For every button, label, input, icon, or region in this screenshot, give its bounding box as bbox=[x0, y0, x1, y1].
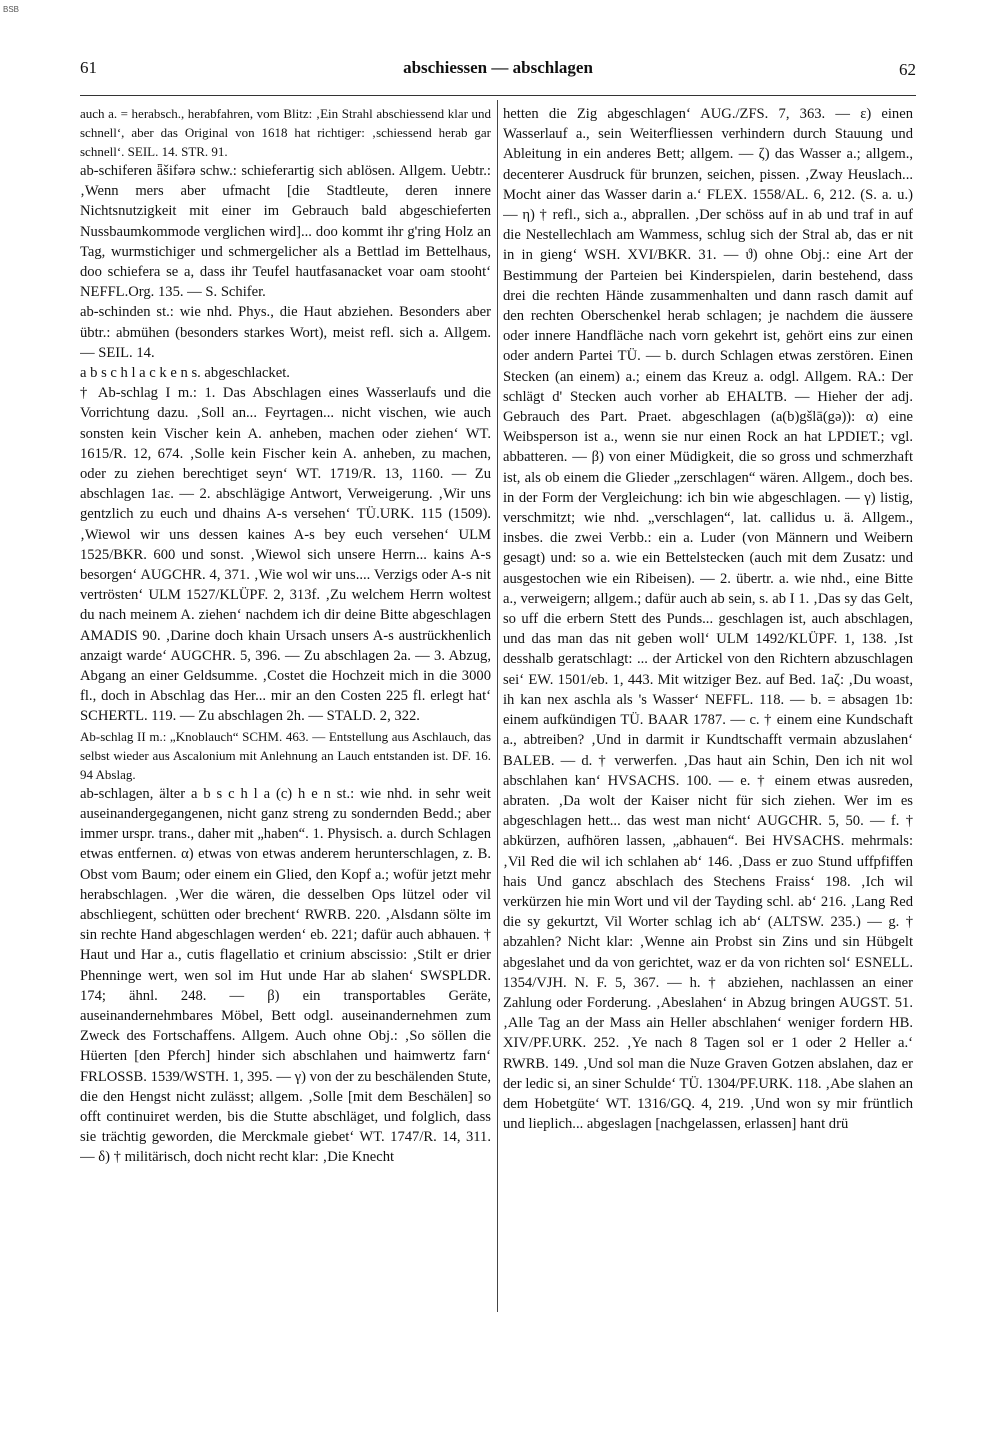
right-column bbox=[503, 104, 913, 1319]
running-title: abschiessen — abschlagen bbox=[403, 58, 593, 77]
entry-paragraph: Ab-schlag II m.: „Knoblauch“ SCHM. 463. — Entstellung aus Aschlauch, das selbst wieder aus Ascalonium mit Anlehnung an Lauch entstanden ist. DF. 16. 94 Abslag. bbox=[80, 728, 491, 782]
entry-paragraph: ab-schinden st.: wie nhd. Phys., die Haut abziehen. Besonders aber übtr.: abmühen (besonders starkes Wort), meist refl. sich a. Allgem. — SEIL. 14. bbox=[80, 304, 491, 361]
entry-paragraph: auch a. = herabsch., herabfahren, vom Blitz: ‚Ein Strahl abschiessend klar und schnell‘, aber das Original von 1618 hat richtiger: ‚schiessend herab gar schnell‘. SEIL. 14. STR. 91. bbox=[80, 106, 491, 159]
column-divider bbox=[497, 100, 498, 1312]
entry-paragraph: hetten die Zig abgeschlagen‘ AUG./ZFS. 7, 363. — ε) einen Wasserlauf a., sein Weiterfliessen verhindern durch Stauung und Ableitung in ein anderes Bett; allgem. — ζ) das Wasser a.; allgem., decenterer Ausdruck für brunzen, seichen, pissen. ‚Zway Heuslach... Mocht ainer das Wasser darin a.‘ FLEX. 1558/AL. 6, 212. (S. a. u.) — η) † refl., sich a., abprallen. ‚Der schöss auf in ab und traf in auf die Nestellechlach am Wammess, schlug sich der Stral ab, das er nit in in gieng‘ WSH. XVI/BKR. 31. — ϑ) ohne Obj.: eine Art der Bestimmung der Parteien bei Kinderspielen, darin bestehend, dass drei die rechten Hände zusammenhalten und dann rasch damit auf den rechten Oberschenkel herab schlagen; je nachdem die äussere oder innere Handfläche nach vorn gekehrt ist, gehört eins zur einen oder andern Partei TÜ. — b. durch Schlagen etwas zerstören. Einen Stecken (an einem) a.; einem das Kreuz a. odgl. Allgem. RA.: Der schlägt d' Stecken auch vorher ab EHALTB. — Hieher der adj. Gebrauch des Part. Praet. abgeschlagen (a(b)gšlā(gə)): α) eine Weibsperson ist a., wenn sie nur einen Rock an hat LPDIET.; vgl. abbatteren. — β) von einer Müdigkeit, die so gross und schmerzhaft ist, als ob einem die Glieder „zerschlagen“ wären. Allgem., doch bes. in der Form der Vergleichung: ich bin wie abgeschlagen. — γ) listig, verschmitzt; wie nhd. „verschlagen“, lat. callidus u. ä. Allgem., insbes. die zwei Verbb.: ein a. Luder (von Männern und Weibern gesagt) und: so a. wie ein Bettelstecken (auch mit dem Zusatz: und ausgestochen wie ein Ribeisen). — 2. übertr. a. wie nhd., eine Bitte a., verweigern; allgem.; dafür auch ab sein, s. ab I 1. ‚Das sy das Gelt, so uff die erbern Stett des Punds... geschlagen ist, auch abschlagen, und das man das nit geben woll‘ ULM 1492/KLÜPF. 1, 138. ‚Ist desshalb geratschlagt: ... der Artickel von den Richtern abzuschlagen sei‘ EW. 1501/eb. 1, 443. Mit witziger Bez. auf Bed. 1aζ: ‚Du woast, ih kan nex aschla als 's Wasser‘ NEFFL. 118. — b. = absagen 1b: einem aufkündigen TÜ. BAAR 1787. — c. † einem eine Kundschaft a., abtreiben? ‚Und in darmit ir Kundtschafft vermain abzuslahen‘ BALEB. — d. † verwerfen. ‚Das haut ain Schin, Den ich nit wol abschlahen kan‘ HVSACHS. 100. — e. † einem etwas ausreden, abraten. ‚Da wolt der Kaiser nicht für sich ziehen. Wer im es abgeschlagen hett... das west man nicht‘ AUGCHR. 5, 50. — f. † abkürzen, aufhören lassen, „abhauen“. Bei HVSACHS. mehrmals: ‚Vil Red die wil ich schlahen ab‘ 146. ‚Dass er zuo Stund uffpfiffen hais Und gancz abschlach des Stechens Fraiss‘ 198. ‚Ich wil verkürzen hie min Wort und vil der Tayding schl. ab‘ 216. ‚Lang Red die sy gekurtzt, Vil Worter schlag ich ab‘ (ALTSW. 235.) — g. † abzahlen? Nicht klar: ‚Wenne ain Probst sin Zins und sin Hübgelt abgeslahet und da von gerichtet, waz er da von richten sol‘ ESNELL. 1354/VJH. N. F. 5, 367. — h. † abziehen, nachlassen an einer Zahlung oder Forderung. ‚Abeslahen‘ in Abzug bringen AUGST. 51. ‚Alle Tag an der Mass ain Heller abschlahen‘ weniger fordern HB. XIV/PF.URK. 252. ‚Ye nach 8 Tagen sol er 1 oder 2 Heller a.‘ RWRB. 149. ‚Und sol man die Nuze Graven Gotzen abslahen, daz er der ledic si, an siner Schulde‘ TÜ. 1304/PF.URK. 118. ‚Abe slahen an dem Hobetgüte‘ WT. 1316/GQ. 4, 219. ‚Und won sy mir früntlich und lieplich... abgeslagen [nachgelassen, erlassen] hant drü bbox=[503, 106, 913, 1133]
page-header bbox=[80, 54, 916, 84]
header-rule bbox=[80, 95, 916, 96]
entry-paragraph: a b s c h l a c k e n s. abgeschlacket. bbox=[80, 365, 290, 382]
library-stamp: BSB bbox=[3, 5, 20, 14]
right-page-number: 62 bbox=[899, 60, 916, 79]
left-column bbox=[80, 104, 491, 1319]
entry-paragraph: † Ab-schlag I m.: 1. Das Abschlagen eines Wasserlaufs und die Vorrichtung dazu. ‚Soll an... Feyrtagen... nicht vischen, wie auch sonsten kein Vischer kein A. anheben, machen oder ziehen‘ WT. 1615/R. 12, 674. ‚Solle kein Fischer kein A. anheben, zu machen, oder zu ziehen berechtiget seyn‘ WT. 1719/R. 13, 1160. — Zu abschlagen 1aε. — 2. abschlägige Antwort, Verweigerung. ‚Wir uns gentzlich zu euch und dhains A-s versehen‘ TÜ.URK. 115 (1509). ‚Wiewol wir uns dessen kaines A-s bey euch versehen‘ ULM 1525/BKR. 600 und sonst. ‚Wiewol sich unsere Herrn... kains A-s besorgen‘ AUGCHR. 4, 371. ‚Wie wol wir uns.... Verzigs oder A-s nit vertrösten‘ ULM 1527/KLÜPF. 2, 313f. ‚Zu welchem Herrn woltest du nach meinem A. ziehen‘ nachdem ich dir deine Bitte abgeschlagen AMADIS 90. ‚Darine doch khain Ursach unsers A-s austrückhenlich anzaigt warde‘ AUGCHR. 5, 396. — Zu abschlagen 2a. — 3. Abzug, Abgang an einer Geldsumme. ‚Costet die Hochzeit mich in die 3000 fl., doch in Abschlag das Her... mir an den Costen 225 fl. erlegt hat‘ SCHERTL. 119. — Zu abschlagen 2h. — STALD. 2, 322. bbox=[80, 385, 491, 725]
entry-paragraph: ab-schlagen, älter a b s c h l a (c) h e n st.: wie nhd. in sehr weit auseinandergegangenen, nicht ganz streng zu sondernden Bedd.; aber immer urspr. trans., daher mit „haben“. 1. Physisch. a. durch Schlagen etwas entfernen. α) etwas von etwas anderem herunterschlagen, z. B. Obst vom Baum; oder einem ein Glied, den Kopf a.; wofür jetzt mehr herabschlagen. ‚Wer die wären, die desselben Ops lützel oder vil abschliegent, schütten oder brechent‘ RWRB. 220. ‚Alsdann sölte im sin rechte Hand abgeschlagen werden‘ eb. 221; dafür auch abhauen. † Haut und Har a., cutis flagellatio et crinium abscissio: ‚Stilt er drier Phenninge wert, wen sol im Hut unde Har ab slahen‘ SWSPLDR. 174; ähnl. 248. — β) ein transportables Geräte, auseinandernehmbares Möbel, Bett odgl. auseinandernehmen zum Zweck des Fortschaffens. Allgem. Auch ohne Obj.: ‚So söllen die Hüerten [den Pferch] hinder sich abschlahen und haimwertz farn‘ FRLOSSB. 1539/WSTH. 1, 395. — γ) von der zu beschälenden Stute, die den Hengst nicht zulässt; allgem. ‚Solle [mit dem Beschälen] so offt continuiret werden, bis die Stutte abschläget, und folglich, dass sie trächtig geworden, die Merckmale giebet‘ WT. 1747/R. 14, 311. — δ) † militärisch, doch nicht recht klar: ‚Die Knecht bbox=[80, 785, 491, 1166]
entry-paragraph: ab-schiferen ǟšifərə schw.: schieferartig sich ablösen. Allgem. Uebtr.: ‚Wenn mers aber ufmacht [die Stadtleute, deren innere Nichtsnutzigkeit mit einer im Gebrauch bald abgeschieferten Nussbaumkommode verglichen wird]... doo kommt ihr g'ring Holz an Tag, wurmstichiger und schmergelicher als a Bettlad im Bettelhaus, doo schiefera se a, dass ihr Teufel hautfasanacket voar oam stooht‘ NEFFL.Org. 135. — S. Schifer. bbox=[80, 163, 491, 301]
left-page-number: 61 bbox=[80, 58, 97, 77]
